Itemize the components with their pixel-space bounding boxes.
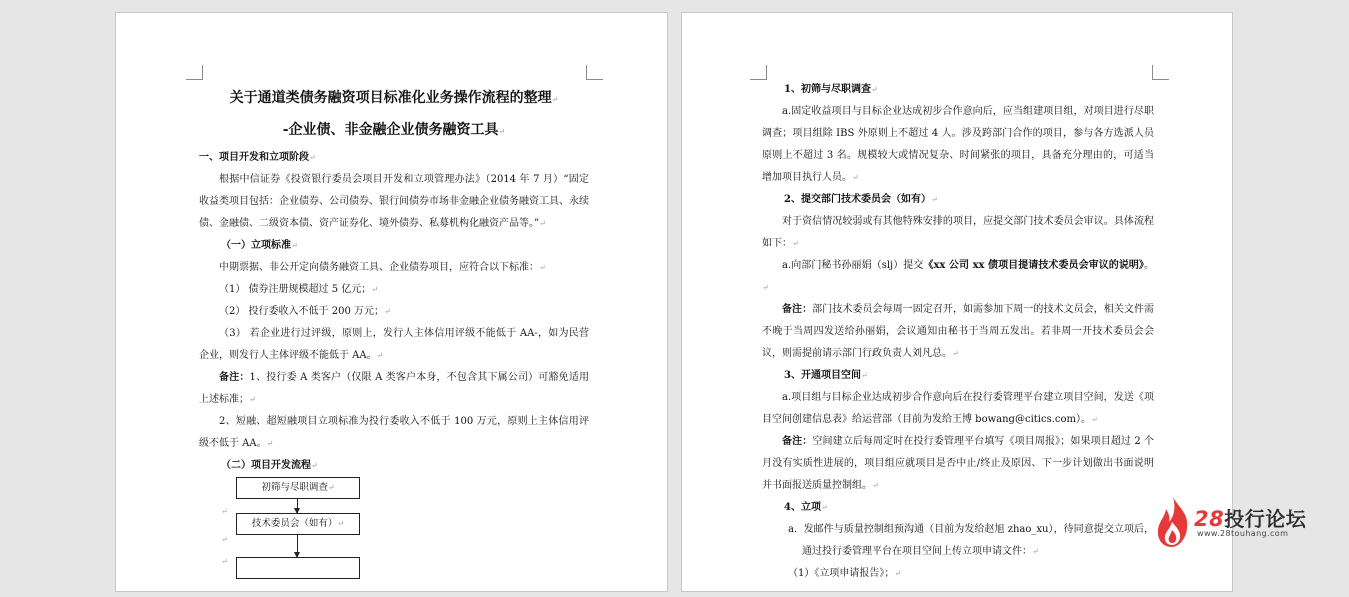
subheading-dev-process: （二）项目开发流程↵ [221,460,318,471]
heading-approval: 4、立项↵ [784,502,828,513]
flow-box-next [236,557,360,579]
crop-mark-top-right [1152,65,1169,80]
doc-title-line2: -企业债、非金融企业债务融资工具↵ [282,122,506,138]
page-2-body[interactable] [762,79,1154,585]
list-item-application-report: （1）《立项申请报告》；↵ [788,568,902,579]
paragraph-tech-committee: 对于资信情况较弱或有其他特殊安排的项目，应提交部门技术委员会审议。具体流程如下：↵ [762,216,1154,249]
heading-tech-committee: 2、提交部门技术委员会（如有）↵ [784,194,938,205]
logo-url: www.28touhang.com [1197,529,1289,538]
paragraph-mark: ↵ [221,557,228,566]
document-page-1 [115,12,668,592]
heading-project-space: 3、开通项目空间↵ [784,370,868,381]
standard-item-2: （2） 投行委收入不低于 200 万元；↵ [219,306,391,317]
flow-arrow [297,535,298,557]
page-1-body[interactable] [199,83,589,597]
flow-box-screening: 初筛与尽职调查↵ [236,477,360,499]
site-logo [1150,493,1335,553]
note-tech-committee: 备注：部门技术委员会每周一固定召开，如需参加下周一的技术文员会，相关文件需不晚于当周四发送给孙丽娟，会议通知由秘书于当周五发出。若非周一开技术委员会会议，则需提前请示部门行政负责人刘凡总。↵ [762,304,1155,359]
flow-arrow [297,499,298,513]
flow-box-tech-committee: 技术委员会（如有）↵ [236,513,360,535]
crop-mark-top-left [186,65,203,80]
note-project-space: 备注：空间建立后每周定时在投行委管理平台填写《项目周报》；如果项目超过 2 个月没有实质性进展的，项目组应就项目是否中止/终止及原因、下一步计划做出书面说明并书面报送质量控制组。↵ [762,436,1154,491]
heading-screening: 1、初筛与尽职调查↵ [784,84,878,95]
crop-mark-top-left [750,65,767,80]
subheading-standards: （一）立项标准↵ [221,240,298,251]
paragraph-submit: a.向部门秘书孙丽娟（slj）提交《xx 公司 xx 债项目提请技术委员会审议的说明》。↵ [762,260,1154,292]
note-1: 备注：1、投行委 A 类客户（仅限 A 类客户本身，不包含其下属公司）可豁免适用上述标准；↵ [199,372,589,405]
paragraph-mark: ↵ [221,535,228,544]
logo-text: 28投行论坛 [1194,507,1307,531]
standard-item-1: （1） 债券注册规模超过 5 亿元；↵ [219,284,378,295]
intro-paragraph: 根据中信证券《投资银行委员会项目开发和立项管理办法》（2014 年 7 月）“固定收益类项目包括：企业债券、公司债券、银行间债券市场非金融企业债务融资工具、永续债、金融债、二级资本债、资产证券化、境外债券、私募机构化融资产品等。”↵ [199,174,589,229]
paragraph-approval: a. 发邮件与质量控制组预沟通（目前为发给赵旭 zhao_xu），待同意提交立项后，通过投行委管理平台在项目空间上传立项申请文件：↵ [788,524,1154,557]
standards-intro: 中期票据、非公开定向债务融资工具、企业债券项目，应符合以下标准：↵ [219,262,546,273]
paragraph-screening: a.固定收益项目与目标企业达成初步合作意向后，应当组建项目组，对项目进行尽职调查；项目组除 IBS 外原则上不超过 4 人。涉及跨部门合作的项目，参与各方选派人员原则上不超过 3 名。规模较大或情况复杂、时间紧张的项目，具备充分理由的，可适当增加项目执行人员。↵ [762,106,1154,183]
doc-title-line1: 关于通道类债务融资项目标准化业务操作流程的整理↵ [229,90,559,106]
paragraph-project-space: a.项目组与目标企业达成初步合作意向后在投行委管理平台建立项目空间，发送《项目空间创建信息表》给运营部（目前为发给王博 bowang@citics.com）。↵ [762,392,1154,425]
note-2: 2、短融、超短融项目立项标准为投行委收入不低于 100 万元，原则上主体信用评级不低于 AA。↵ [199,416,589,449]
paragraph-mark: ↵ [221,507,228,516]
crop-mark-top-right [586,65,603,80]
process-flowchart [199,477,589,597]
section-heading-1: 一、项目开发和立项阶段↵ [199,152,316,163]
standard-item-3: （3） 若企业进行过评级，原则上，发行人主体信用评级不能低于 AA-，如为民营企业，则发行人主体评级不能低于 AA。↵ [199,328,589,361]
flame-icon [1154,495,1192,549]
